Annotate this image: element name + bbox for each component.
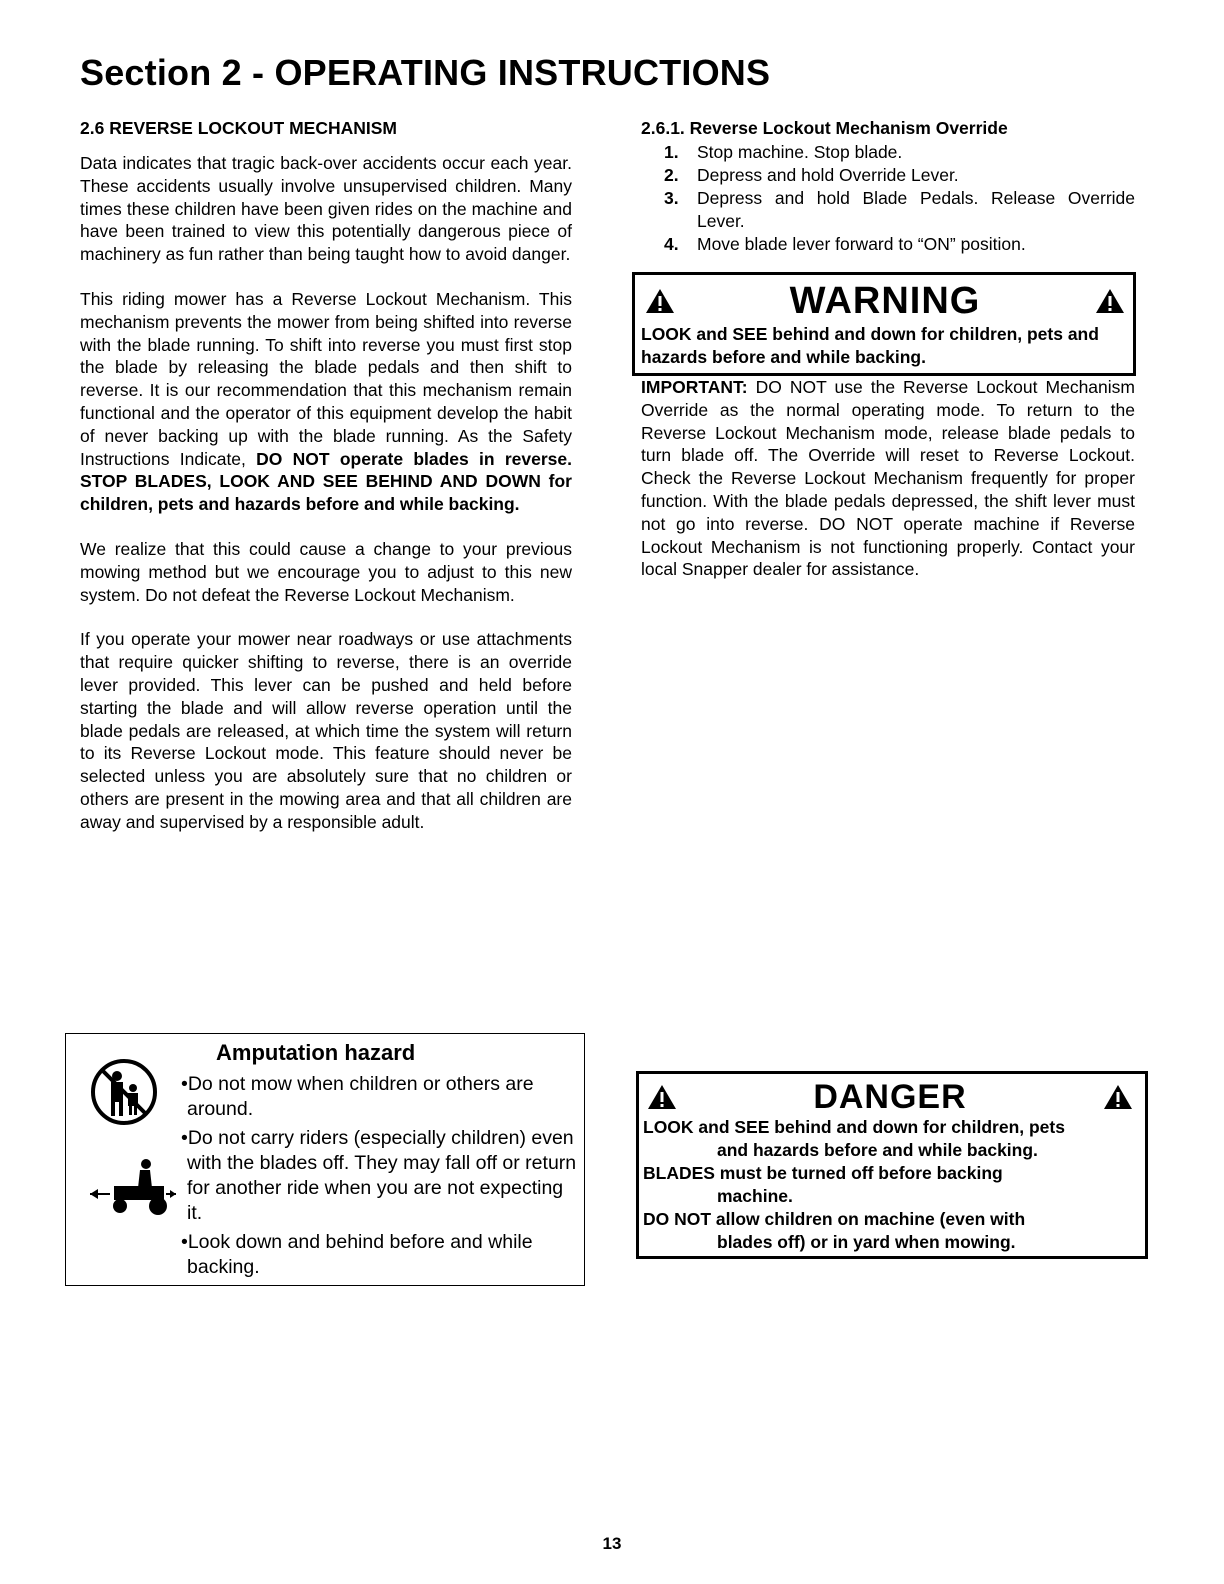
amputation-item: •Do not mow when children or others are around.: [181, 1073, 534, 1120]
amputation-hazard-label: [65, 1033, 585, 1286]
right-column: [641, 118, 1135, 603]
paragraph-override: If you operate your mower near roadways or use attachments that require quicker shifting to reverse, there is an override lever provided. This lever can be pushed and held before starting the blade and will allow reverse operation until the blade pedals are released, at which time the system will return to its Reverse Lockout mode. This feature should never be selected unless you are absolutely sure that no children or others are present in the mowing area and that all children are away and supervised by a responsible adult.: [80, 629, 572, 832]
step-item: [664, 187, 1135, 233]
step-text: Move blade lever forward to “ON” position.: [697, 234, 1026, 254]
danger-line: BLADES must be turned off before backing: [643, 1163, 1003, 1183]
danger-triangle-icon: [647, 1084, 677, 1110]
warning-word: WARNING: [789, 280, 981, 322]
danger-line: LOOK and SEE behind and down for children, pets: [643, 1117, 1065, 1137]
step-item: [664, 141, 1135, 164]
amputation-list: [179, 1072, 579, 1284]
danger-line: blades off) or in yard when mowing.: [717, 1232, 1016, 1252]
paragraph-mechanism-text: This riding mower has a Reverse Lockout Mechanism. This mechanism prevents the mower from being shifted into reverse with the blade running. To shift into reverse you must first stop the blade by releasing the blade pedals and then shift to reverse. It is our recommendation that this mechanism remain functional and the operator of this equipment develop the habit of never backing up with the blade running. As the Safety Instructions Indicate,: [80, 288, 572, 469]
warning-box: [632, 272, 1136, 376]
danger-box: [636, 1071, 1148, 1259]
override-subheading: 2.6.1. Reverse Lockout Mechanism Override: [641, 118, 1008, 138]
step-item: [664, 164, 1135, 187]
step-number: 3.: [664, 188, 679, 208]
danger-header: [643, 1078, 1139, 1116]
step-number: 4.: [664, 234, 679, 254]
paragraph-change: We realize that this could cause a change to your previous mowing method but we encourage you to adjust to this new system. Do not defeat the Reverse Lockout Mechanism.: [80, 538, 572, 605]
paragraph-mechanism-bold: DO NOT operate blades in reverse. STOP BLADES, LOOK AND SEE BEHIND AND DOWN for children, pets and hazards before and while backing.: [80, 448, 572, 515]
amputation-item: •Look down and behind before and while backing.: [181, 1231, 533, 1278]
page-number: 13: [602, 1534, 622, 1553]
riding-mower-icon: [88, 1154, 178, 1226]
step-item: [664, 233, 1135, 256]
important-note: [641, 376, 1135, 581]
step-text: Depress and hold Blade Pedals. Release Override Lever.: [697, 188, 1135, 231]
paragraph-intro: Data indicates that tragic back-over accidents occur each year. These accidents usually involve unsupervised children. Many times these children have been given rides on the machine and have been trained to view this potentially dangerous piece of machinery as fun rather than being taught how to avoid danger.: [80, 153, 572, 265]
important-label: IMPORTANT:: [641, 377, 748, 397]
step-number: 1.: [664, 142, 679, 162]
step-text: Stop machine. Stop blade.: [697, 142, 903, 162]
warning-header: [641, 281, 1129, 321]
warning-triangle-icon: [645, 288, 675, 314]
danger-line: and hazards before and while backing.: [717, 1140, 1038, 1160]
section-heading: 2.6 REVERSE LOCKOUT MECHANISM: [80, 118, 397, 138]
left-column: [80, 118, 572, 856]
amputation-title: Amputation hazard: [216, 1040, 416, 1065]
danger-line: machine.: [717, 1186, 793, 1206]
warning-text: LOOK and SEE behind and down for children, pets and hazards before and while backing.: [641, 324, 1099, 367]
page-title: Section 2 - OPERATING INSTRUCTIONS: [80, 52, 771, 93]
warning-triangle-icon: [1095, 288, 1125, 314]
no-children-icon: [90, 1058, 158, 1126]
important-text: DO NOT use the Reverse Lockout Mechanism Override as the normal operating mode. To return to the Reverse Lockout Mechanism mode, release blade pedals to turn blade off. The Override will reset to Reverse Lockout. Check the Reverse Lockout Mechanism frequently for proper function. With the blade pedals depressed, the shift lever must not go into reverse. DO NOT operate machine if Reverse Lockout Mechanism is not functioning properly. Contact your local Snapper dealer for assistance.: [641, 377, 1135, 580]
danger-line: DO NOT allow children on machine (even with: [643, 1209, 1026, 1229]
override-steps: [641, 141, 1135, 256]
amputation-item: •Do not carry riders (especially children) even with the blades off. They may fall off or return for another ride when you are not expecting it.: [181, 1127, 577, 1224]
danger-word: DANGER: [813, 1077, 967, 1116]
danger-triangle-icon: [1103, 1084, 1133, 1110]
step-text: Depress and hold Override Lever.: [697, 165, 959, 185]
paragraph-mechanism: [80, 288, 572, 516]
step-number: 2.: [664, 165, 679, 185]
